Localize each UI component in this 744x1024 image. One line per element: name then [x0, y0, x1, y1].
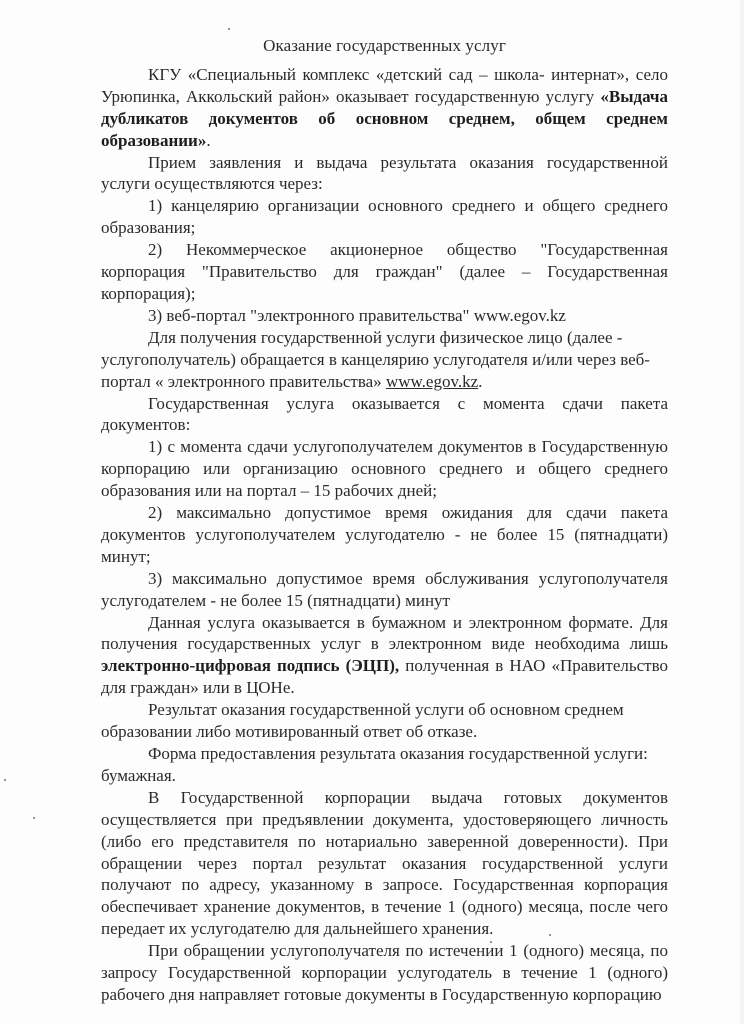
- intro-text: КГУ «Специальный комплекс «детский сад – школа- интернат», село Урюпинка, Аккольский район» оказывает государственную услугу: [101, 64, 668, 106]
- scan-speck: [228, 28, 230, 30]
- application-text: Для получения государственной услуги физическое лицо (далее - услугополучатель) обращается в канцелярию услугодателя и/или через веб-портал « электронного правительства»: [101, 327, 650, 391]
- list-item-channel: 2) Некоммерческое акционерное общество "Государственная корпорация "Правительство для граждан" (далее – Государственная корпорация);: [101, 240, 668, 303]
- scan-speck: [4, 779, 6, 781]
- paragraph-application: [101, 327, 668, 393]
- scan-speck: [33, 817, 35, 819]
- eds-term: электронно-цифровая подпись (ЭЦП),: [101, 656, 400, 676]
- format-text: Данная услуга оказывается в бумажном и электронном формате. Для получения государственных услуг в электронном виде необходима лишь: [101, 612, 668, 654]
- list-item-term: 1) с момента сдачи услугополучателем документов в Государственную корпорацию или организацию основного среднего и общего среднего образования или на портал – 15 рабочих дней;: [101, 437, 668, 501]
- list-item-channel: 1) канцелярию организации основного среднего и общего среднего образования;: [101, 196, 668, 238]
- egov-link[interactable]: www.egov.kz: [385, 371, 479, 391]
- format-end: полученная в НАО «Правительство для граждан» или в ЦОНе.: [101, 656, 668, 698]
- paragraph-reception: Прием заявления и выдача результата оказания государственной услуги осуществляются через:: [101, 152, 668, 194]
- list-item-term: 3) максимально допустимое время обслуживания услугополучателя услугодателем - не более 15 (пятнадцати) минут: [101, 568, 668, 610]
- paragraph-delivery: В Государственной корпорации выдача готовых документов осуществляется при предъявлении документа, удостоверяющего личность (либо его представителя по нотариально заверенной доверенности). При обращении через портал результат оказания государственной услуги получают по адресу, указанному в запросе. Государственная корпорация обеспечивает хранение документов, в течение 1 (одного) месяца, после чего передает их услугодателю для дальнейшего хранения.: [101, 787, 668, 939]
- scan-edge-shadow: [740, 0, 744, 1024]
- application-end: .: [478, 371, 483, 391]
- list-item-channel: 3) веб-портал "электронного правительства" www.egov.kz: [148, 305, 566, 325]
- paragraph-terms: Государственная услуга оказывается с момента сдачи пакета документов:: [101, 393, 668, 435]
- list-item-term: 2) максимально допустимое время ожидания для сдачи пакета документов услугополучателем услугодателю - не более 15 (пятнадцати) минут;: [101, 503, 668, 566]
- paragraph-storage: При обращении услугополучателя по истечении 1 (одного) месяца, по запросу Государственной корпорации услугодатель в течение 1 (одного) рабочего дня направляет готовые документы в Государственную корпорацию: [101, 941, 668, 1004]
- intro-end: .: [206, 130, 211, 150]
- document-page: [101, 35, 668, 1006]
- document-title: Оказание государственных услуг: [263, 36, 506, 55]
- paragraph-result-form: Форма предоставления результата оказания государственной услуги: бумажная.: [101, 744, 648, 785]
- paragraph-format: [101, 612, 668, 700]
- intro-paragraph: [101, 64, 668, 152]
- paragraph-result: Результат оказания государственной услуги об основном среднем образовании либо мотивированный ответ об отказе.: [101, 700, 624, 742]
- service-name: «Выдача дубликатов документов об основном среднем, общем среднем образовании»: [101, 86, 668, 150]
